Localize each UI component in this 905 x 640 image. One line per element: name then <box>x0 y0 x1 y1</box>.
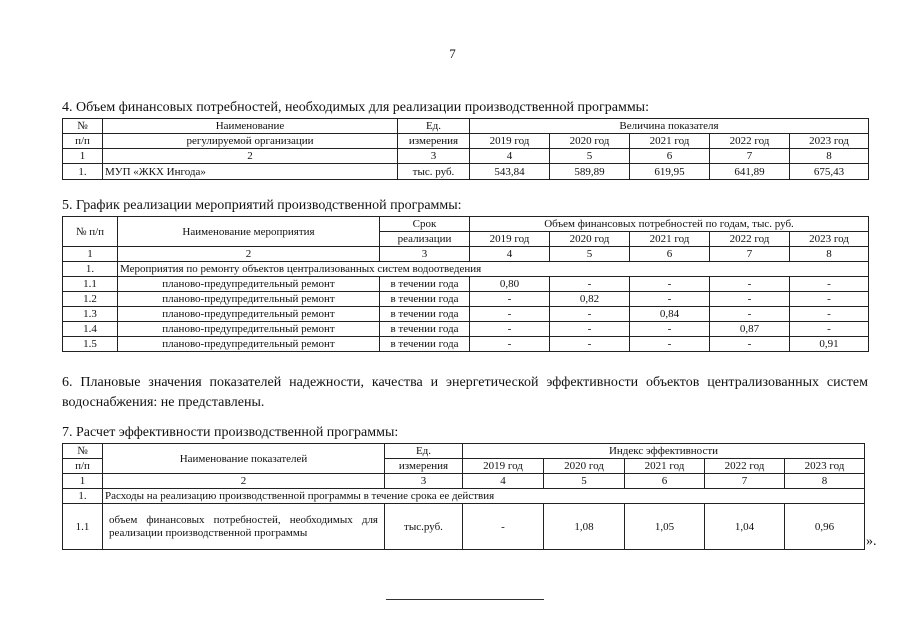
header-name-top: Наименование <box>103 119 398 134</box>
value-cell: 1,04 <box>705 504 785 550</box>
header-year: 2019 год <box>470 232 550 247</box>
row-num: 1.1 <box>63 504 103 550</box>
index-cell: 8 <box>785 474 865 489</box>
value-cell: 0,80 <box>470 277 550 292</box>
header-year: 2019 год <box>470 134 550 149</box>
index-cell: 7 <box>710 149 790 164</box>
section-6-paragraph: 6. Плановые значения показателей надежности, качества и энергетической эффективности объектов централизованных систем водоснабжения: не представлены. <box>62 375 868 410</box>
value-cell: - <box>790 292 869 307</box>
value-cell: - <box>790 322 869 337</box>
header-num-bottom: п/п <box>63 459 103 474</box>
table-row <box>63 307 869 322</box>
finance-needs-table <box>62 118 869 180</box>
index-cell: 8 <box>790 247 869 262</box>
value-cell: - <box>790 307 869 322</box>
value-cell: - <box>790 277 869 292</box>
organization-name: МУП «ЖКХ Ингода» <box>103 164 398 180</box>
value-cell: - <box>630 277 710 292</box>
header-num-top: № <box>63 444 103 459</box>
index-cell: 5 <box>550 149 630 164</box>
value-cell: - <box>630 337 710 352</box>
value-cell: 589,89 <box>550 164 630 180</box>
header-unit-bottom: измерения <box>385 459 463 474</box>
efficiency-table <box>62 443 865 550</box>
index-cell: 1 <box>63 247 118 262</box>
value-cell: - <box>710 337 790 352</box>
page-number: 7 <box>449 46 456 61</box>
header-year: 2022 год <box>710 232 790 247</box>
row-num: 1.5 <box>63 337 118 352</box>
header-group: Величина показателя <box>470 119 869 134</box>
value-cell: - <box>550 277 630 292</box>
header-year: 2022 год <box>705 459 785 474</box>
term-cell: в течении года <box>380 292 470 307</box>
term-cell: в течении года <box>380 322 470 337</box>
group-row <box>63 262 869 277</box>
value-cell: - <box>550 307 630 322</box>
table-row <box>63 164 869 180</box>
row-num: 1. <box>63 262 118 277</box>
header-year: 2023 год <box>785 459 865 474</box>
term-cell: в течении года <box>380 307 470 322</box>
header-term-top: Срок <box>380 217 470 232</box>
header-unit-bottom: измерения <box>398 134 470 149</box>
value-cell: - <box>710 307 790 322</box>
header-term-bottom: реализации <box>380 232 470 247</box>
header-year: 2020 год <box>550 134 630 149</box>
value-cell: 1,05 <box>625 504 705 550</box>
header-year: 2023 год <box>790 232 869 247</box>
value-cell: - <box>470 337 550 352</box>
header-year: 2020 год <box>544 459 625 474</box>
value-cell: 0,87 <box>710 322 790 337</box>
value-cell: - <box>463 504 544 550</box>
value-cell: 641,89 <box>710 164 790 180</box>
value-cell: 1,08 <box>544 504 625 550</box>
table-row <box>63 322 869 337</box>
index-cell: 2 <box>118 247 380 262</box>
header-num-top: № <box>63 119 103 134</box>
index-cell: 3 <box>385 474 463 489</box>
footer-divider <box>386 599 544 600</box>
value-cell: - <box>710 292 790 307</box>
index-cell: 3 <box>398 149 470 164</box>
index-cell: 4 <box>470 149 550 164</box>
column-index-row <box>63 474 865 489</box>
closing-quote: ». <box>866 534 877 549</box>
section-7-heading: 7. Расчет эффективности производственной программы: <box>62 425 399 440</box>
group-row <box>63 489 865 504</box>
indicator-name: объем финансовых потребностей, необходимых для реализации производственной программы <box>103 504 385 550</box>
header-unit-top: Ед. <box>398 119 470 134</box>
header-year: 2021 год <box>630 232 710 247</box>
column-index-row <box>63 247 869 262</box>
header-year: 2021 год <box>630 134 710 149</box>
index-cell: 4 <box>463 474 544 489</box>
value-cell: - <box>470 307 550 322</box>
value-cell: - <box>550 322 630 337</box>
row-num: 1.4 <box>63 322 118 337</box>
measure-name: планово-предупредительный ремонт <box>118 277 380 292</box>
index-cell: 8 <box>790 149 869 164</box>
value-cell: 0,91 <box>790 337 869 352</box>
index-cell: 2 <box>103 149 398 164</box>
value-cell: - <box>630 322 710 337</box>
measure-name: планово-предупредительный ремонт <box>118 337 380 352</box>
value-cell: 543,84 <box>470 164 550 180</box>
header-year: 2020 год <box>550 232 630 247</box>
term-cell: в течении года <box>380 337 470 352</box>
table-row <box>63 292 869 307</box>
row-num: 1.2 <box>63 292 118 307</box>
term-cell: в течении года <box>380 277 470 292</box>
header-num-bottom: п/п <box>63 134 103 149</box>
section-4-heading: 4. Объем финансовых потребностей, необходимых для реализации производственной программы: <box>62 100 649 115</box>
value-cell: 675,43 <box>790 164 869 180</box>
row-num: 1.3 <box>63 307 118 322</box>
section-5-heading: 5. График реализации мероприятий производственной программы: <box>62 198 462 213</box>
row-num: 1. <box>63 164 103 180</box>
value-cell: - <box>470 292 550 307</box>
index-cell: 7 <box>710 247 790 262</box>
measure-name: планово-предупредительный ремонт <box>118 307 380 322</box>
index-cell: 1 <box>63 474 103 489</box>
header-group: Индекс эффективности <box>463 444 865 459</box>
value-cell: - <box>550 337 630 352</box>
index-cell: 3 <box>380 247 470 262</box>
group-title: Мероприятия по ремонту объектов централизованных систем водоотведения <box>118 262 869 277</box>
value-cell: 0,96 <box>785 504 865 550</box>
value-cell: 0,82 <box>550 292 630 307</box>
header-year: 2019 год <box>463 459 544 474</box>
column-index-row <box>63 149 869 164</box>
header-name: Наименование показателей <box>103 444 385 474</box>
header-year: 2021 год <box>625 459 705 474</box>
header-name-bottom: регулируемой организации <box>103 134 398 149</box>
index-cell: 4 <box>470 247 550 262</box>
value-cell: 0,84 <box>630 307 710 322</box>
measure-name: планово-предупредительный ремонт <box>118 322 380 337</box>
table-row <box>63 277 869 292</box>
unit-cell: тыс.руб. <box>385 504 463 550</box>
index-cell: 5 <box>544 474 625 489</box>
index-cell: 6 <box>625 474 705 489</box>
value-cell: - <box>630 292 710 307</box>
unit-cell: тыс. руб. <box>398 164 470 180</box>
header-unit-top: Ед. <box>385 444 463 459</box>
value-cell: 619,95 <box>630 164 710 180</box>
table-row <box>63 504 865 550</box>
group-title: Расходы на реализацию производственной программы в течение срока ее действия <box>103 489 865 504</box>
measure-name: планово-предупредительный ремонт <box>118 292 380 307</box>
value-cell: - <box>710 277 790 292</box>
index-cell: 6 <box>630 149 710 164</box>
index-cell: 7 <box>705 474 785 489</box>
row-num: 1. <box>63 489 103 504</box>
header-name: Наименование мероприятия <box>118 217 380 247</box>
index-cell: 1 <box>63 149 103 164</box>
header-num: № п/п <box>63 217 118 247</box>
header-year: 2022 год <box>710 134 790 149</box>
schedule-table <box>62 216 869 352</box>
value-cell: - <box>470 322 550 337</box>
index-cell: 5 <box>550 247 630 262</box>
index-cell: 2 <box>103 474 385 489</box>
index-cell: 6 <box>630 247 710 262</box>
row-num: 1.1 <box>63 277 118 292</box>
header-group: Объем финансовых потребностей по годам, тыс. руб. <box>470 217 869 232</box>
table-row <box>63 337 869 352</box>
header-year: 2023 год <box>790 134 869 149</box>
